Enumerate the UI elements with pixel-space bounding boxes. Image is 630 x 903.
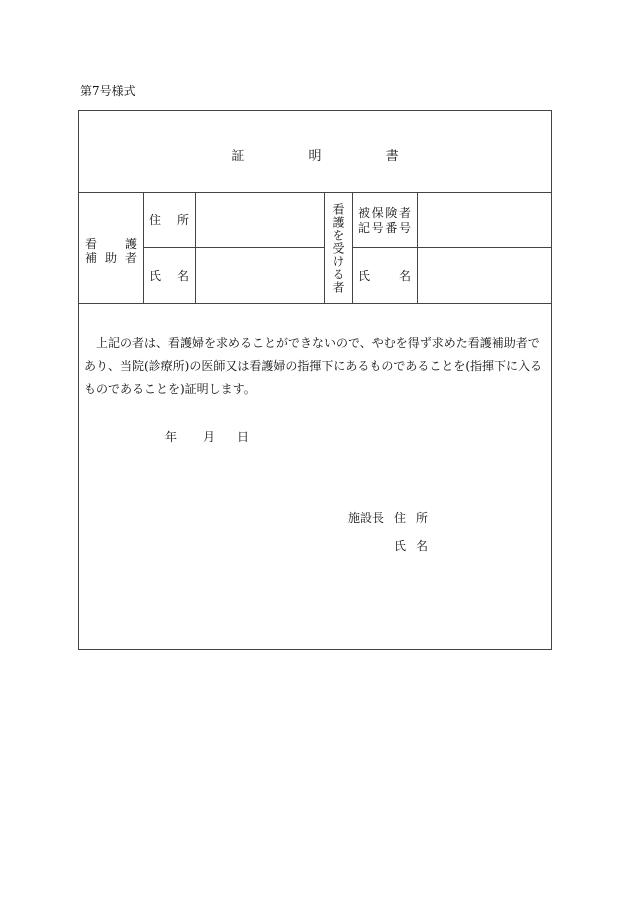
label-char: 番 [385,221,398,235]
label-char: 氏 [394,539,407,553]
patient-label: 看護を受ける者 [331,203,345,294]
nurse-assistant-label-line2 [85,251,137,265]
date-day: 日 [237,430,250,444]
form-number-label: 第7号様式 [80,84,136,98]
title-char-3: 書 [385,149,399,164]
label-char: 名 [415,539,428,553]
director-address-label [394,509,428,526]
divider-col-4 [352,192,353,303]
label-char: 補 [85,251,98,265]
certification-text: 上記の者は、看護婦を求めることができないので、やむを得ず求めた看護補助者であり、当院(診療所)の医師又は看護婦の指揮下にあるものであることを(指揮下に入るものであることを)証明します。 [84,336,543,396]
label-char: 被 [358,206,371,220]
label-char: 住 [394,511,407,525]
date-month: 月 [203,430,216,444]
label-char: 助 [104,251,117,265]
director-label: 施設長 [348,511,385,525]
divider-col-3 [324,192,325,303]
insured-label-line1 [358,206,411,220]
label-char: 氏 [358,269,371,283]
patient-name-field[interactable] [418,248,551,302]
nurse-name-label [149,269,189,283]
label-char: 護 [124,237,137,251]
certificate-title [78,145,552,164]
label-char: 名 [398,269,411,283]
label-char: 名 [176,269,189,283]
date-year: 年 [165,430,178,444]
director-name-label [394,537,428,554]
label-char: 険 [385,206,398,220]
label-char: 者 [124,251,137,265]
title-char-2: 明 [308,149,322,164]
patient-name-label [358,269,411,283]
label-char: 者 [398,206,411,220]
nurse-address-field[interactable] [196,193,323,246]
nurse-address-label [149,213,189,227]
label-char: 氏 [149,269,162,283]
insured-label-line2 [358,221,411,235]
nurse-name-field[interactable] [196,248,323,302]
nurse-assistant-label-line1 [85,237,137,251]
label-char: 看 [85,237,98,251]
label-char: 住 [149,213,162,227]
insured-number-field[interactable] [418,193,551,246]
label-char: 号 [371,221,384,235]
label-char: 所 [176,213,189,227]
divider-col-1 [143,192,144,303]
divider-table-bottom [78,303,552,304]
label-char: 所 [415,511,428,525]
label-char: 記 [358,221,371,235]
title-char-1: 証 [231,149,245,164]
label-char: 保 [371,206,384,220]
label-char: 号 [398,221,411,235]
